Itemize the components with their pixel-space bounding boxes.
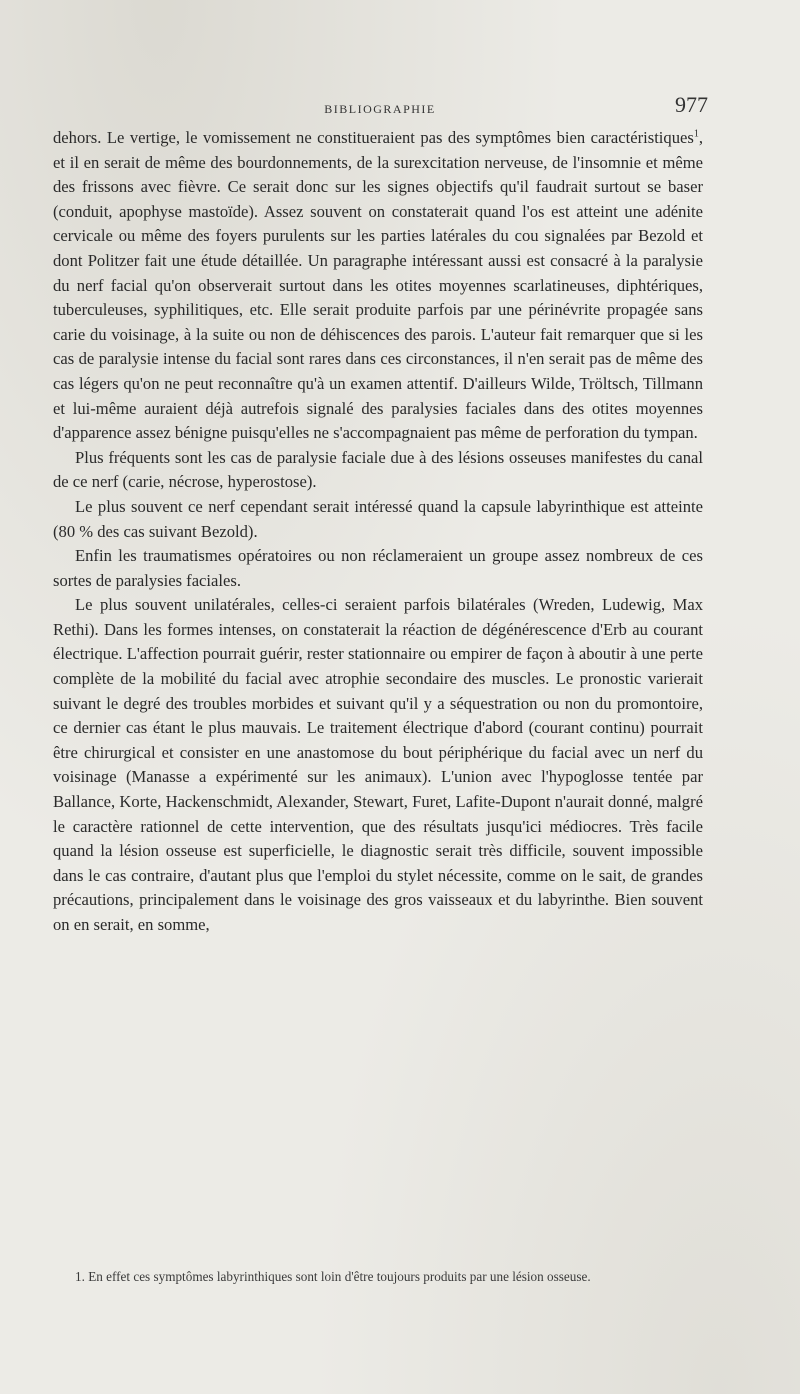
paragraph-2: Plus fréquents sont les cas de paralysie faciale due à des lésions osseuses manifestes du canal de ce nerf (carie, nécrose, hyperostose).: [53, 447, 703, 492]
paragraph-1: [53, 126, 703, 446]
paragraph-1-rest: , et il en serait de même des bourdonnements, de la surexcitation nerveuse, de l'insomnie et même des frissons avec fièvre. Ce serait donc sur les signes objectifs qu'il faudrait surtout se baser (conduit, apophyse mastoïde). Assez souvent on constaterait quand l'os est atteint une adénite cervicale ou même des foyers purulents sur les parties latérales du cou signalées par Bezold et dont Politzer fait une étude détaillée. Un paragraphe intéressant aussi est consacré à la paralysie du nerf facial qu'on observerait surtout dans les otites moyennes scarlatineuses, diphtériques, tuberculeuses, syphilitiques, etc. Elle serait produite parfois par une périnévrite propagée sans carie du voisinage, à la suite ou non de déhiscences des parois. L'auteur fait remarquer que si les cas de paralysie intense du facial sont rares dans ces circonstances, il n'en serait pas de même des cas légers qu'on ne peut reconnaître qu'à un examen attentif. D'ailleurs Wilde, Tröltsch, Tillmann et lui-même auraient déjà autrefois signalé des paralysies faciales dans des otites moyennes d'apparence assez bénigne puisqu'elles ne s'accompagnaient pas même de perforation du tympan.: [53, 128, 703, 443]
paragraph-1-start: dehors. Le vertige, le vomissement ne constitueraient pas des symptômes bien caractéristiques: [53, 128, 694, 147]
running-title: BIBLIOGRAPHIE: [324, 102, 436, 116]
page-number: 977: [675, 92, 708, 117]
paragraph-3: Le plus souvent ce nerf cependant serait intéressé quand la capsule labyrinthique est atteinte (80 % des cas suivant Bezold).: [53, 496, 703, 541]
paragraph-5: Le plus souvent unilatérales, celles-ci seraient parfois bilatérales (Wreden, Ludewig, Max Rethi). Dans les formes intenses, on constaterait la réaction de dégénérescence d'Erb au courant électrique. L'affection pourrait guérir, rester stationnaire ou empirer de façon à aboutir à une perte complète de la mobilité du facial avec atrophie secondaire des muscles. Le pronostic varierait suivant le degré des troubles morbides et suivant qu'il y a séquestration ou non du promontoire, ce dernier cas étant le plus mauvais. Le traitement électrique d'abord (courant continu) pourrait être chirurgical et consister en une anastomose du bout périphérique du facial avec un nerf du voisinage (Manasse a expérimenté sur les animaux). L'union avec l'hypoglosse tentée par Ballance, Korte, Hackenschmidt, Alexander, Stewart, Furet, Lafite-Dupont n'aurait donné, malgré le caractère rationnel de cette intervention, que des résultats jusqu'ici médiocres. Très facile quand la lésion osseuse est superficielle, le diagnostic serait très difficile, souvent impossible dans le cas contraire, d'autant plus que l'emploi du stylet nécessite, comme on le sait, de grandes précautions, principalement dans le voisinage des gros vaisseaux et du labyrinthe. Bien souvent on en serait, en somme,: [53, 595, 703, 934]
paragraph-4: Enfin les traumatismes opératoires ou non réclameraient un groupe assez nombreux de ces sortes de paralysies faciales.: [53, 546, 703, 590]
footnotes: [53, 1267, 703, 1287]
footnote-1: 1. En effet ces symptômes labyrinthiques sont loin d'être toujours produits par une lésion osseuse.: [75, 1269, 591, 1284]
running-header: [0, 92, 800, 122]
footnote-reference: 1: [693, 128, 699, 140]
body-text: [53, 126, 703, 938]
